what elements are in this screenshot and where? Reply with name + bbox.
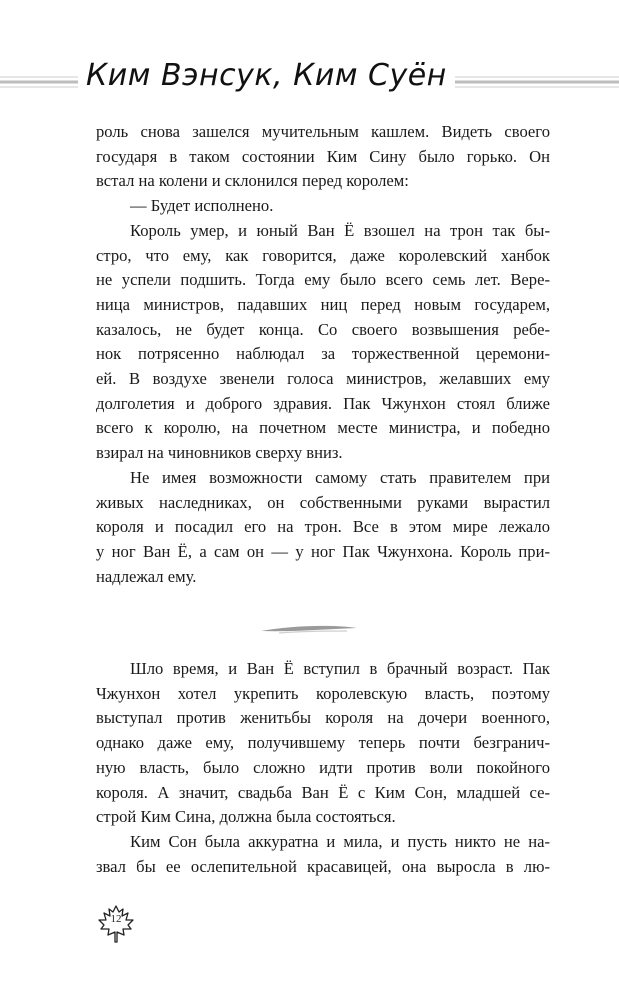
text-line: строй Ким Сина, должна была состояться. (96, 807, 396, 827)
header-title: Ким Вэнсук, Ким Суён (78, 58, 455, 93)
text-line: стро, что ему, как говорится, даже королевский ханбок (96, 245, 550, 265)
text-line: живых наследниках, он собственными руками вырастил (96, 492, 550, 512)
text-line: долголетия и доброго здравия. Пак Чжунхон стоял ближе (96, 393, 550, 413)
text-line: Чжунхон хотел укрепить королевскую власть, поэтому (96, 683, 550, 703)
text-line: не успели подшить. Тогда ему было всего семь лет. Вере- (96, 270, 550, 290)
text-line: — Будет исполнено. (130, 196, 274, 216)
text-line: ей. В воздухе звенели голоса министров, желавших ему (96, 369, 550, 389)
text-line: короля и посадил его на трон. Все в этом мире лежало (96, 517, 550, 537)
text-line: у ног Ван Ё, а сам он — у ног Пак Чжунхона. Король при- (96, 541, 550, 561)
text-line: надлежал ему. (96, 566, 197, 586)
text-line: звал бы ее ослепительной красавицей, она выросла в лю- (96, 856, 550, 876)
page-number: 12 (110, 913, 122, 925)
page-number-badge (96, 902, 140, 946)
text-line: короля. А значит, свадьба Ван Ё с Ким Сон, младшей се- (96, 782, 550, 802)
running-header (0, 50, 619, 120)
text-line: Король умер, и юный Ван Ё взошел на трон так бы- (130, 220, 550, 240)
text-line: Ким Сон была аккуратна и мила, и пусть никто не на- (130, 831, 550, 851)
text-line: ница министров, падавших ниц перед новым государем, (96, 294, 550, 314)
text-line: выступал против женитьбы короля на дочери военного, (96, 708, 550, 728)
text-block-2 (96, 657, 550, 879)
text-line: однако даже ему, получившему теперь почти безгранич- (96, 733, 550, 753)
text-line: взирал на чиновников сверху вниз. (96, 443, 343, 463)
text-line: государя в таком состоянии Ким Сину было горько. Он (96, 146, 550, 166)
text-line: Не имея возможности самому стать правителем при (130, 467, 550, 487)
text-line: встал на колени и склонился перед королем: (96, 171, 409, 191)
text-line: казалось, не будет конца. Со своего возвышения ребе- (96, 319, 550, 339)
text-line: роль снова зашелся мучительным кашлем. Видеть своего (96, 122, 550, 141)
text-line: ную власть, было сложно идти против воли покойного (96, 757, 550, 777)
text-line: нок потрясенно наблюдал за торжественной церемони- (96, 344, 550, 364)
text-block-1 (96, 120, 550, 589)
text-line: всего к королю, на почетном месте министра, и победно (96, 418, 550, 438)
text-line: Шло время, и Ван Ё вступил в брачный возраст. Пак (130, 659, 550, 678)
section-divider-icon (259, 620, 359, 640)
